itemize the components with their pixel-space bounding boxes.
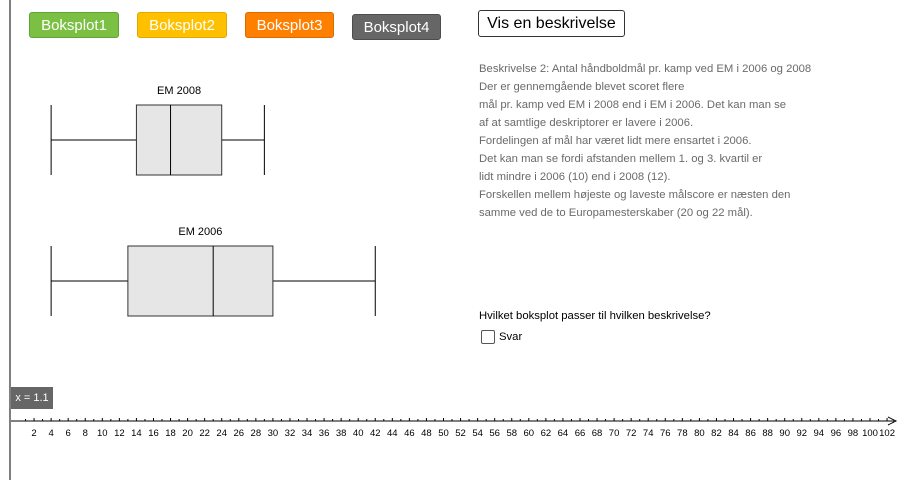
x-axis-tick-label: 58 [506, 428, 518, 439]
x-axis-tick-label: 84 [728, 428, 739, 439]
x-axis-tick-label: 6 [65, 428, 71, 439]
svar-checkbox[interactable] [481, 330, 495, 344]
x-axis [11, 417, 896, 439]
boxplot-title: EM 2008 [157, 85, 202, 97]
svar-checkbox-row[interactable] [481, 330, 522, 344]
x-axis-tick-label: 72 [625, 428, 637, 439]
x-axis-tick-label: 34 [301, 428, 313, 439]
x-axis-tick-label: 50 [438, 428, 449, 439]
description-line: mål pr. kamp ved EM i 2008 end i EM i 2006. Det kan man se [479, 99, 787, 111]
x-axis-tick-label: 46 [404, 428, 415, 439]
description-line: samme ved de to Europamesterskaber (20 og 22 mål). [479, 207, 753, 219]
x-axis-tick-label: 70 [608, 428, 620, 439]
x-axis-tick-label: 64 [557, 428, 569, 439]
x-axis-tick-label: 88 [762, 428, 773, 439]
x-axis-tick-label: 22 [199, 428, 210, 439]
x-axis-arrow [888, 417, 896, 425]
x-axis-tick-label: 68 [591, 428, 603, 439]
x-axis-tick-label: 60 [523, 428, 535, 439]
x-axis-tick-label: 20 [182, 428, 193, 439]
description-line: Forskellen mellem højeste og laveste målscore er næsten den [479, 189, 791, 201]
x-axis-tick-label: 14 [131, 428, 142, 439]
x-axis-tick-label: 76 [659, 428, 671, 439]
boxplot-em-2008[interactable] [51, 85, 264, 175]
x-axis-tick-label: 102 [879, 428, 895, 439]
boksplot4-button[interactable]: Boksplot4 [352, 14, 441, 40]
x-axis-tick-label: 44 [387, 428, 398, 439]
box [128, 246, 273, 316]
description-line: af at samtlige deskriptorer er lavere i 2006. [479, 117, 694, 129]
x-axis-tick-label: 80 [694, 428, 705, 439]
boksplot3-button[interactable]: Boksplot3 [245, 12, 334, 38]
x-axis-tick-label: 4 [48, 428, 54, 439]
x-axis-tick-label: 78 [677, 428, 688, 439]
boksplot2-button[interactable]: Boksplot2 [137, 12, 227, 38]
x-axis-tick-label: 90 [779, 428, 790, 439]
x-axis-tick-label: 40 [352, 428, 364, 439]
x-axis-tick-label: 28 [250, 428, 262, 439]
x-axis-tick-label: 62 [540, 428, 552, 439]
x-axis-ticks [26, 418, 895, 439]
x-axis-tick-label: 2 [31, 428, 37, 439]
description-line: Fordelingen af mål har været lidt mere ensartet i 2006. [479, 135, 752, 147]
x-axis-tick-label: 52 [455, 428, 466, 439]
x-axis-tick-label: 82 [711, 428, 722, 439]
description-line: Beskrivelse 2: Antal håndboldmål pr. kamp ved EM i 2006 og 2008 [479, 63, 812, 75]
x-axis-tick-label: 24 [216, 428, 228, 439]
x-axis-tick-label: 30 [267, 428, 279, 439]
boxplot-title: EM 2006 [178, 226, 223, 238]
boksplot1-button[interactable]: Boksplot1 [29, 12, 119, 38]
description-line: Det kan man se fordi afstanden mellem 1. og 3. kvartil er [479, 153, 763, 165]
x-axis-tick-label: 36 [318, 428, 330, 439]
description-line: lidt mindre i 2006 (10) end i 2008 (12). [479, 171, 671, 183]
x-axis-tick-label: 56 [489, 428, 500, 439]
x-axis-tick-label: 94 [813, 428, 825, 439]
question-text: Hvilket boksplot passer til hvilken beskrivelse? [479, 310, 711, 322]
description-panel [479, 60, 879, 222]
x-axis-tick-label: 32 [284, 428, 296, 439]
x-axis-tick-label: 86 [745, 428, 756, 439]
x-axis-tick-label: 16 [148, 428, 159, 439]
x-axis-tick-label: 12 [114, 428, 125, 439]
x-axis-tick-label: 38 [335, 428, 347, 439]
x-axis-tick-label: 66 [574, 428, 586, 439]
x-axis-tick-label: 100 [862, 428, 878, 439]
x-axis-tick-label: 74 [642, 428, 654, 439]
x-axis-tick-label: 10 [97, 428, 108, 439]
x-axis-tick-label: 26 [233, 428, 245, 439]
x-axis-tick-label: 96 [830, 428, 842, 439]
x-value-label[interactable]: x = 1.1 [11, 387, 53, 409]
x-axis-tick-label: 54 [472, 428, 483, 439]
x-axis-tick-label: 98 [847, 428, 859, 439]
svar-label: Svar [499, 331, 523, 343]
x-axis-tick-label: 8 [82, 428, 88, 439]
x-axis-tick-label: 18 [165, 428, 176, 439]
x-axis-tick-label: 42 [369, 428, 381, 439]
vis-beskrivelse-button[interactable]: Vis en beskrivelse [478, 10, 625, 37]
description-line: Der er gennemgående blevet scoret flere [479, 81, 685, 93]
x-axis-tick-label: 92 [796, 428, 808, 439]
boxplot-em-2006[interactable] [51, 226, 375, 316]
box [136, 105, 221, 175]
x-axis-tick-label: 48 [421, 428, 432, 439]
